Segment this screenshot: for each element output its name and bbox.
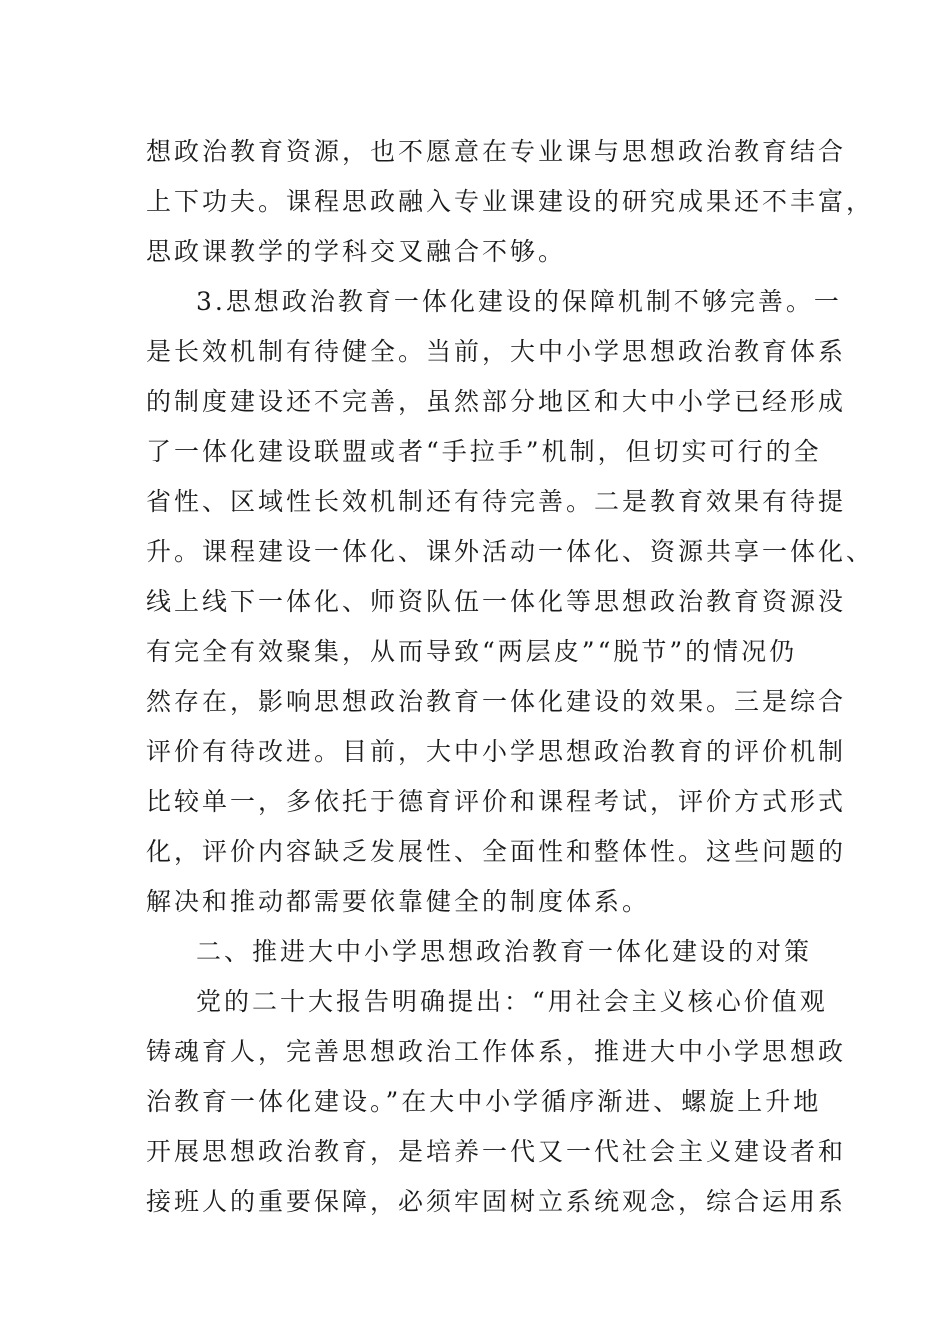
text-line: 治教育一体化建设。”在大中小学循序渐进、螺旋上升地	[146, 1087, 822, 1116]
text-line: 线上线下一体化、师资队伍一体化等思想政治教育资源没	[146, 587, 847, 616]
text-line: 接班人的重要保障，必须牢固树立系统观念，综合运用系	[146, 1187, 847, 1216]
text-line: 思政课教学的学科交叉融合不够。	[146, 237, 567, 266]
text-line: 上下功夫。课程思政融入专业课建设的研究成果还不丰富，	[146, 187, 875, 216]
text-line: 了一体化建设联盟或者“手拉手”机制，但切实可行的全	[146, 437, 822, 466]
text-line: 化，评价内容缺乏发展性、全面性和整体性。这些问题的	[146, 837, 847, 866]
text-line: 评价有待改进。目前，大中小学思想政治教育的评价机制	[146, 737, 847, 766]
text-line: 想政治教育资源，也不愿意在专业课与思想政治教育结合	[146, 137, 847, 166]
text-line: 然存在，影响思想政治教育一体化建设的效果。三是综合	[146, 687, 847, 716]
text-line: 开展思想政治教育，是培养一代又一代社会主义建设者和	[146, 1137, 847, 1166]
text-line: 有完全有效聚集，从而导致“两层皮”“脱节”的情况仍	[146, 637, 798, 666]
text-line: 党的二十大报告明确提出：“用社会主义核心价值观	[196, 987, 828, 1016]
text-line: 省性、区域性长效机制还有待完善。二是教育效果有待提	[146, 487, 847, 516]
text-line: 是长效机制有待健全。当前，大中小学思想政治教育体系	[146, 337, 847, 366]
text-line: 解决和推动都需要依靠健全的制度体系。	[146, 887, 651, 916]
text-line: 铸魂育人，完善思想政治工作体系，推进大中小学思想政	[146, 1037, 847, 1066]
text-line: 的制度建设还不完善，虽然部分地区和大中小学已经形成	[146, 387, 847, 416]
text-line: 升。课程建设一体化、课外活动一体化、资源共享一体化、	[146, 537, 875, 566]
text-line: 比较单一，多依托于德育评价和课程考试，评价方式形式	[146, 787, 847, 816]
section-heading: 二、推进大中小学思想政治教育一体化建设的对策	[196, 937, 813, 966]
text-line: 3.思想政治教育一体化建设的保障机制不够完善。一	[196, 287, 842, 316]
